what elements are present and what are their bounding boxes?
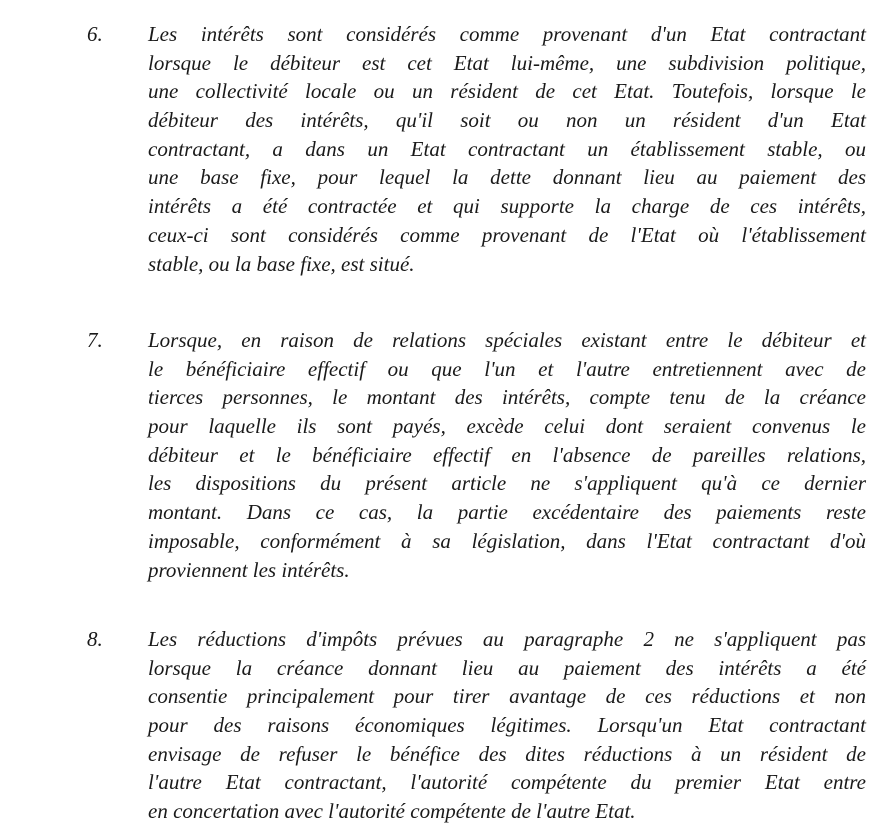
text-line: imposable, conformément à sa législation, dans l'Etat contractant d'où: [148, 528, 866, 553]
text-line: le bénéficiaire effectif ou que l'un et l'autre entretiennent avec de: [148, 356, 866, 381]
text-line: l'autre Etat contractant, l'autorité compétente du premier Etat entre: [148, 770, 866, 795]
text-line: pour laquelle ils sont payés, excède celui dont seraient convenus le: [148, 414, 866, 439]
text-line: débiteur et le bénéficiaire effectif en l'absence de pareilles relations,: [148, 442, 866, 467]
text-line: une base fixe, pour lequel la dette donnant lieu au paiement des: [148, 165, 866, 190]
paragraph-number: 7.: [87, 328, 103, 352]
text-line: Les intérêts sont considérés comme provenant d'un Etat contractant: [148, 22, 866, 46]
text-line: proviennent les intérêts.: [148, 557, 350, 582]
text-line: contractant, a dans un Etat contractant un établissement stable, ou: [148, 136, 866, 161]
text-line: tierces personnes, le montant des intérêts, compte tenu de la créance: [148, 385, 866, 410]
text-line: ceux-ci sont considérés comme provenant de l'Etat où l'établissement: [148, 222, 866, 247]
text-line: lorsque la créance donnant lieu au paiement des intérêts a été: [148, 655, 866, 680]
text-line: Lorsque, en raison de relations spéciales existant entre le débiteur et: [148, 328, 866, 352]
text-line: stable, ou la base fixe, est situé.: [148, 251, 415, 276]
paragraph-number: 8.: [87, 627, 103, 651]
paragraph-number: 6.: [87, 22, 103, 46]
text-line: débiteur des intérêts, qu'il soit ou non un résident d'un Etat: [148, 108, 866, 133]
text-line: en concertation avec l'autorité compétente de l'autre Etat.: [148, 799, 636, 824]
text-line: Les réductions d'impôts prévues au paragraphe 2 ne s'appliquent pas: [148, 627, 866, 651]
text-line: montant. Dans ce cas, la partie excédentaire des paiements reste: [148, 500, 866, 525]
text-line: une collectivité locale ou un résident de cet Etat. Toutefois, lorsque le: [148, 79, 866, 104]
paragraph-text: [148, 625, 866, 826]
text-line: consentie principalement pour tirer avantage de ces réductions et non: [148, 684, 866, 709]
text-line: envisage de refuser le bénéfice des dites réductions à un résident de: [148, 741, 866, 766]
text-line: lorsque le débiteur est cet Etat lui-même, une subdivision politique,: [148, 50, 866, 75]
text-line: les dispositions du présent article ne s'appliquent qu'à ce dernier: [148, 471, 866, 496]
paragraph-text: [148, 20, 866, 278]
text-line: pour des raisons économiques légitimes. Lorsqu'un Etat contractant: [148, 713, 866, 738]
text-line: intérêts a été contractée et qui supporte la charge de ces intérêts,: [148, 194, 866, 219]
paragraph-text: [148, 326, 866, 584]
